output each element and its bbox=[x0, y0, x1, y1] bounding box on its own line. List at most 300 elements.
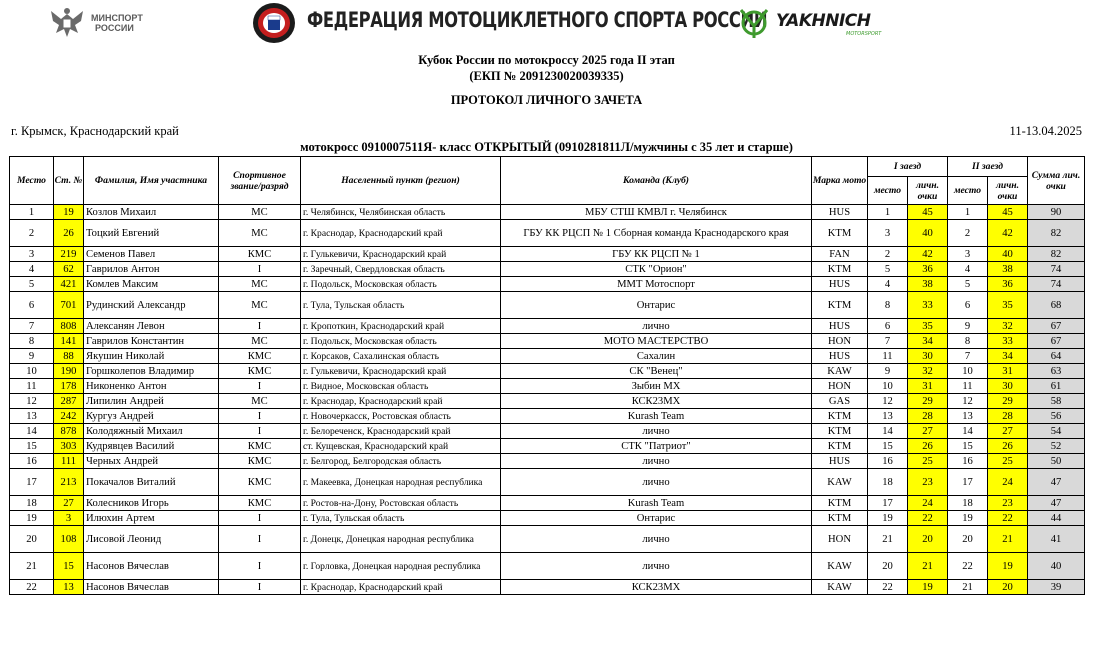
cell-rank: КМС bbox=[219, 364, 301, 379]
cell-name: Кудрявцев Василий bbox=[84, 439, 219, 454]
cell-o1: 26 bbox=[908, 439, 948, 454]
cell-p2: 14 bbox=[948, 424, 988, 439]
cell-place: 13 bbox=[10, 409, 54, 424]
cell-o2: 36 bbox=[988, 277, 1028, 292]
cell-city: г. Подольск, Московская область bbox=[301, 277, 501, 292]
cell-o1: 40 bbox=[908, 220, 948, 247]
cell-sum: 47 bbox=[1028, 469, 1085, 496]
cell-o1: 30 bbox=[908, 349, 948, 364]
cell-no: 178 bbox=[54, 379, 84, 394]
cell-rank: КМС bbox=[219, 496, 301, 511]
cell-p1: 13 bbox=[868, 409, 908, 424]
cell-p2: 15 bbox=[948, 439, 988, 454]
cell-p2: 1 bbox=[948, 205, 988, 220]
cell-bike: HUS bbox=[812, 454, 868, 469]
cell-rank: I bbox=[219, 526, 301, 553]
cell-bike: FAN bbox=[812, 247, 868, 262]
cell-p1: 12 bbox=[868, 394, 908, 409]
cell-no: 15 bbox=[54, 553, 84, 580]
cell-place: 3 bbox=[10, 247, 54, 262]
col-rank-header: Спортивное звание/разряд bbox=[219, 157, 301, 205]
cell-name: Гаврилов Антон bbox=[84, 262, 219, 277]
cell-team: МБУ СТШ КМВЛ г. Челябинск bbox=[501, 205, 812, 220]
cell-name: Лисовой Леонид bbox=[84, 526, 219, 553]
table-row bbox=[10, 334, 1085, 349]
cell-p2: 10 bbox=[948, 364, 988, 379]
cell-p2: 2 bbox=[948, 220, 988, 247]
federation-emblem-icon bbox=[251, 2, 297, 44]
cell-p2: 21 bbox=[948, 580, 988, 595]
doc-title-2: (ЕКП № 2091230020039335) bbox=[469, 69, 624, 83]
page-header bbox=[0, 0, 1093, 48]
col-race1-points-header: личн. очки bbox=[908, 177, 948, 205]
cell-sum: 40 bbox=[1028, 553, 1085, 580]
cell-rank: КМС bbox=[219, 349, 301, 364]
table-row bbox=[10, 409, 1085, 424]
cell-no: 27 bbox=[54, 496, 84, 511]
table-row bbox=[10, 292, 1085, 319]
cell-o1: 33 bbox=[908, 292, 948, 319]
cell-rank: МС bbox=[219, 292, 301, 319]
cell-sum: 56 bbox=[1028, 409, 1085, 424]
cell-o1: 35 bbox=[908, 319, 948, 334]
cell-city: г. Гулькевичи, Краснодарский край bbox=[301, 247, 501, 262]
cell-city: г. Челябинск, Челябинская область bbox=[301, 205, 501, 220]
event-city: г. Крымск, Краснодарский край bbox=[11, 124, 179, 138]
cell-rank: КМС bbox=[219, 247, 301, 262]
cell-place: 21 bbox=[10, 553, 54, 580]
cell-team: СК "Венец" bbox=[501, 364, 812, 379]
doc-title-1: Кубок России по мотокроссу 2025 года II этап bbox=[418, 53, 675, 67]
col-race1-place-header: место bbox=[868, 177, 908, 205]
cell-city: г. Краснодар, Краснодарский край bbox=[301, 580, 501, 595]
cell-bike: HON bbox=[812, 334, 868, 349]
eagle-icon bbox=[47, 5, 87, 39]
col-team-header: Команда (Клуб) bbox=[501, 157, 812, 205]
cell-o1: 21 bbox=[908, 553, 948, 580]
cell-city: г. Тула, Тульская область bbox=[301, 511, 501, 526]
cell-no: 808 bbox=[54, 319, 84, 334]
cell-team: Kurash Team bbox=[501, 409, 812, 424]
cell-o2: 33 bbox=[988, 334, 1028, 349]
cell-sum: 41 bbox=[1028, 526, 1085, 553]
cell-o2: 38 bbox=[988, 262, 1028, 277]
cell-name: Якушин Николай bbox=[84, 349, 219, 364]
cell-o2: 40 bbox=[988, 247, 1028, 262]
cell-team: КСК23МХ bbox=[501, 580, 812, 595]
cell-p2: 9 bbox=[948, 319, 988, 334]
federation-title: ФЕДЕРАЦИЯ МОТОЦИКЛЕТНОГО СПОРТА РОССИИ bbox=[307, 8, 768, 32]
cell-team: КСК23МХ bbox=[501, 394, 812, 409]
cell-sum: 47 bbox=[1028, 496, 1085, 511]
table-row bbox=[10, 394, 1085, 409]
cell-place: 19 bbox=[10, 511, 54, 526]
cell-o2: 29 bbox=[988, 394, 1028, 409]
cell-team: лично bbox=[501, 553, 812, 580]
cell-sum: 54 bbox=[1028, 424, 1085, 439]
cell-p2: 17 bbox=[948, 469, 988, 496]
cell-team: Kurash Team bbox=[501, 496, 812, 511]
cell-rank: КМС bbox=[219, 469, 301, 496]
table-row bbox=[10, 424, 1085, 439]
cell-bike: KAW bbox=[812, 469, 868, 496]
cell-p1: 22 bbox=[868, 580, 908, 595]
cell-p2: 16 bbox=[948, 454, 988, 469]
minsport-line1: МИНСПОРТ bbox=[91, 13, 143, 23]
results-table bbox=[9, 156, 1085, 595]
cell-city: г. Подольск, Московская область bbox=[301, 334, 501, 349]
cell-no: 190 bbox=[54, 364, 84, 379]
cell-o1: 31 bbox=[908, 379, 948, 394]
cell-name: Колесников Игорь bbox=[84, 496, 219, 511]
cell-bike: KTM bbox=[812, 424, 868, 439]
cell-o1: 25 bbox=[908, 454, 948, 469]
cell-name: Кургуз Андрей bbox=[84, 409, 219, 424]
cell-rank: МС bbox=[219, 277, 301, 292]
col-race2-points-header: личн. очки bbox=[988, 177, 1028, 205]
cell-place: 1 bbox=[10, 205, 54, 220]
cell-sum: 82 bbox=[1028, 220, 1085, 247]
cell-bike: KAW bbox=[812, 553, 868, 580]
cell-o1: 27 bbox=[908, 424, 948, 439]
cell-no: 219 bbox=[54, 247, 84, 262]
cell-place: 15 bbox=[10, 439, 54, 454]
cell-sum: 52 bbox=[1028, 439, 1085, 454]
cell-sum: 61 bbox=[1028, 379, 1085, 394]
cell-p1: 2 bbox=[868, 247, 908, 262]
cell-o2: 25 bbox=[988, 454, 1028, 469]
cell-rank: I bbox=[219, 379, 301, 394]
cell-p1: 17 bbox=[868, 496, 908, 511]
cell-sum: 44 bbox=[1028, 511, 1085, 526]
col-race2-header: II заезд bbox=[948, 157, 1028, 177]
cell-name: Горшколепов Владимир bbox=[84, 364, 219, 379]
cell-o2: 45 bbox=[988, 205, 1028, 220]
table-row bbox=[10, 247, 1085, 262]
cell-name: Козлов Михаил bbox=[84, 205, 219, 220]
cell-place: 14 bbox=[10, 424, 54, 439]
cell-rank: I bbox=[219, 424, 301, 439]
cell-city: г. Краснодар, Краснодарский край bbox=[301, 394, 501, 409]
cell-city: г. Видное, Московская область bbox=[301, 379, 501, 394]
cell-p2: 19 bbox=[948, 511, 988, 526]
cell-o1: 20 bbox=[908, 526, 948, 553]
cell-team: СТК "Орион" bbox=[501, 262, 812, 277]
cell-bike: KTM bbox=[812, 262, 868, 277]
class-line: мотокросс 0910007511Я- класс ОТКРЫТЫЙ (0910281811Л/мужчины с 35 лет и старше) bbox=[300, 140, 793, 154]
cell-p1: 15 bbox=[868, 439, 908, 454]
cell-place: 4 bbox=[10, 262, 54, 277]
cell-bike: KAW bbox=[812, 580, 868, 595]
cell-p1: 11 bbox=[868, 349, 908, 364]
table-row bbox=[10, 379, 1085, 394]
cell-p2: 12 bbox=[948, 394, 988, 409]
table-row bbox=[10, 364, 1085, 379]
cell-place: 12 bbox=[10, 394, 54, 409]
cell-p1: 10 bbox=[868, 379, 908, 394]
cell-place: 7 bbox=[10, 319, 54, 334]
cell-team: ГБУ КК РЦСП № 1 bbox=[501, 247, 812, 262]
cell-p2: 4 bbox=[948, 262, 988, 277]
cell-team: Сахалин bbox=[501, 349, 812, 364]
cell-city: г. Заречный, Свердловская область bbox=[301, 262, 501, 277]
cell-bike: HON bbox=[812, 526, 868, 553]
cell-p2: 20 bbox=[948, 526, 988, 553]
table-row bbox=[10, 205, 1085, 220]
cell-sum: 64 bbox=[1028, 349, 1085, 364]
cell-no: 88 bbox=[54, 349, 84, 364]
cell-place: 6 bbox=[10, 292, 54, 319]
cell-bike: HUS bbox=[812, 277, 868, 292]
cell-no: 62 bbox=[54, 262, 84, 277]
cell-name: Илюхин Артем bbox=[84, 511, 219, 526]
cell-rank: МС bbox=[219, 205, 301, 220]
cell-city: г. Краснодар, Краснодарский край bbox=[301, 220, 501, 247]
cell-team: МОТО МАСТЕРСТВО bbox=[501, 334, 812, 349]
cell-o2: 23 bbox=[988, 496, 1028, 511]
cell-place: 11 bbox=[10, 379, 54, 394]
table-row bbox=[10, 553, 1085, 580]
cell-p1: 21 bbox=[868, 526, 908, 553]
cell-p1: 18 bbox=[868, 469, 908, 496]
doc-title-3: ПРОТОКОЛ ЛИЧНОГО ЗАЧЕТА bbox=[450, 93, 643, 107]
cell-sum: 58 bbox=[1028, 394, 1085, 409]
cell-bike: KTM bbox=[812, 511, 868, 526]
cell-city: г. Ростов-на-Дону, Ростовская область bbox=[301, 496, 501, 511]
cell-p1: 19 bbox=[868, 511, 908, 526]
col-bike-header: Марка мото bbox=[812, 157, 868, 205]
cell-o1: 34 bbox=[908, 334, 948, 349]
cell-city: г. Белореченск, Краснодарский край bbox=[301, 424, 501, 439]
cell-p2: 3 bbox=[948, 247, 988, 262]
sponsor-name: YAKHNICH bbox=[776, 11, 871, 31]
cell-o1: 38 bbox=[908, 277, 948, 292]
cell-p2: 18 bbox=[948, 496, 988, 511]
cell-o2: 35 bbox=[988, 292, 1028, 319]
cell-o2: 34 bbox=[988, 349, 1028, 364]
cell-place: 10 bbox=[10, 364, 54, 379]
cell-place: 8 bbox=[10, 334, 54, 349]
cell-bike: KTM bbox=[812, 496, 868, 511]
cell-p2: 5 bbox=[948, 277, 988, 292]
cell-sum: 39 bbox=[1028, 580, 1085, 595]
cell-sum: 67 bbox=[1028, 334, 1085, 349]
cell-o2: 24 bbox=[988, 469, 1028, 496]
cell-sum: 82 bbox=[1028, 247, 1085, 262]
table-row bbox=[10, 220, 1085, 247]
cell-team: ГБУ КК РЦСП № 1 Сборная команда Краснодарского края bbox=[501, 220, 812, 247]
cell-no: 108 bbox=[54, 526, 84, 553]
cell-place: 9 bbox=[10, 349, 54, 364]
sponsor-emblem-icon bbox=[738, 6, 774, 40]
cell-no: 287 bbox=[54, 394, 84, 409]
cell-bike: KTM bbox=[812, 220, 868, 247]
cell-name: Покачалов Виталий bbox=[84, 469, 219, 496]
cell-name: Тоцкий Евгений bbox=[84, 220, 219, 247]
cell-sum: 74 bbox=[1028, 262, 1085, 277]
cell-p1: 5 bbox=[868, 262, 908, 277]
cell-no: 213 bbox=[54, 469, 84, 496]
cell-place: 16 bbox=[10, 454, 54, 469]
cell-p1: 3 bbox=[868, 220, 908, 247]
minsport-logo bbox=[47, 5, 177, 39]
cell-no: 141 bbox=[54, 334, 84, 349]
cell-p1: 6 bbox=[868, 319, 908, 334]
event-dates: 11-13.04.2025 bbox=[1009, 124, 1082, 138]
cell-bike: GAS bbox=[812, 394, 868, 409]
cell-city: г. Белгород, Белгородская область bbox=[301, 454, 501, 469]
cell-p1: 16 bbox=[868, 454, 908, 469]
cell-team: Онтарис bbox=[501, 292, 812, 319]
cell-rank: МС bbox=[219, 334, 301, 349]
cell-sum: 67 bbox=[1028, 319, 1085, 334]
cell-team: лично bbox=[501, 424, 812, 439]
cell-p2: 6 bbox=[948, 292, 988, 319]
cell-p2: 11 bbox=[948, 379, 988, 394]
cell-rank: КМС bbox=[219, 439, 301, 454]
results-body bbox=[10, 205, 1085, 595]
table-row bbox=[10, 319, 1085, 334]
cell-name: Липилин Андрей bbox=[84, 394, 219, 409]
cell-no: 878 bbox=[54, 424, 84, 439]
cell-sum: 68 bbox=[1028, 292, 1085, 319]
cell-sum: 63 bbox=[1028, 364, 1085, 379]
cell-name: Алексанян Левон bbox=[84, 319, 219, 334]
cell-city: г. Макеевка, Донецкая народная республика bbox=[301, 469, 501, 496]
cell-o2: 20 bbox=[988, 580, 1028, 595]
cell-no: 421 bbox=[54, 277, 84, 292]
cell-p1: 4 bbox=[868, 277, 908, 292]
cell-city: г. Тула, Тульская область bbox=[301, 292, 501, 319]
col-sum-header: Сумма лич. очки bbox=[1028, 157, 1085, 205]
cell-name: Насонов Вячеслав bbox=[84, 580, 219, 595]
cell-city: г. Донецк, Донецкая народная республика bbox=[301, 526, 501, 553]
cell-no: 3 bbox=[54, 511, 84, 526]
cell-rank: I bbox=[219, 511, 301, 526]
col-place-header: Место bbox=[10, 157, 54, 205]
cell-o2: 28 bbox=[988, 409, 1028, 424]
cell-o1: 42 bbox=[908, 247, 948, 262]
cell-rank: I bbox=[219, 409, 301, 424]
cell-bike: KTM bbox=[812, 439, 868, 454]
cell-city: г. Горловка, Донецкая народная республика bbox=[301, 553, 501, 580]
cell-team: Зыбин МХ bbox=[501, 379, 812, 394]
cell-o2: 32 bbox=[988, 319, 1028, 334]
table-row bbox=[10, 439, 1085, 454]
cell-no: 19 bbox=[54, 205, 84, 220]
cell-team: СТК "Патриот" bbox=[501, 439, 812, 454]
cell-o1: 32 bbox=[908, 364, 948, 379]
table-row bbox=[10, 580, 1085, 595]
cell-team: лично bbox=[501, 469, 812, 496]
cell-o2: 31 bbox=[988, 364, 1028, 379]
table-row bbox=[10, 526, 1085, 553]
minsport-line2: РОССИИ bbox=[95, 23, 134, 33]
cell-team: ММТ Мотоспорт bbox=[501, 277, 812, 292]
cell-bike: KAW bbox=[812, 364, 868, 379]
cell-o1: 36 bbox=[908, 262, 948, 277]
cell-rank: МС bbox=[219, 220, 301, 247]
cell-p1: 9 bbox=[868, 364, 908, 379]
table-row bbox=[10, 454, 1085, 469]
cell-rank: I bbox=[219, 553, 301, 580]
cell-bike: KTM bbox=[812, 292, 868, 319]
cell-rank: I bbox=[219, 262, 301, 277]
cell-rank: МС bbox=[219, 394, 301, 409]
cell-o2: 19 bbox=[988, 553, 1028, 580]
cell-place: 5 bbox=[10, 277, 54, 292]
cell-city: г. Кропоткин, Краснодарский край bbox=[301, 319, 501, 334]
cell-p1: 14 bbox=[868, 424, 908, 439]
table-row bbox=[10, 262, 1085, 277]
table-row bbox=[10, 511, 1085, 526]
cell-o2: 22 bbox=[988, 511, 1028, 526]
cell-no: 701 bbox=[54, 292, 84, 319]
cell-o2: 42 bbox=[988, 220, 1028, 247]
cell-team: лично bbox=[501, 319, 812, 334]
cell-p1: 20 bbox=[868, 553, 908, 580]
cell-sum: 90 bbox=[1028, 205, 1085, 220]
cell-place: 18 bbox=[10, 496, 54, 511]
cell-name: Гаврилов Константин bbox=[84, 334, 219, 349]
col-name-header: Фамилия, Имя участника bbox=[84, 157, 219, 205]
cell-p2: 22 bbox=[948, 553, 988, 580]
cell-p2: 7 bbox=[948, 349, 988, 364]
cell-name: Рудинский Александр bbox=[84, 292, 219, 319]
cell-o1: 19 bbox=[908, 580, 948, 595]
col-city-header: Населенный пункт (регион) bbox=[301, 157, 501, 205]
cell-o2: 21 bbox=[988, 526, 1028, 553]
cell-sum: 50 bbox=[1028, 454, 1085, 469]
cell-name: Комлев Максим bbox=[84, 277, 219, 292]
cell-no: 26 bbox=[54, 220, 84, 247]
cell-city: ст. Кущевская, Краснодарский край bbox=[301, 439, 501, 454]
cell-bike: KTM bbox=[812, 409, 868, 424]
col-race2-place-header: место bbox=[948, 177, 988, 205]
cell-no: 303 bbox=[54, 439, 84, 454]
cell-o1: 22 bbox=[908, 511, 948, 526]
sponsor-subtitle: MOTORSPORT bbox=[846, 31, 882, 37]
cell-name: Черных Андрей bbox=[84, 454, 219, 469]
cell-rank: I bbox=[219, 319, 301, 334]
cell-o2: 26 bbox=[988, 439, 1028, 454]
col-start-no-header: Ст. № bbox=[54, 157, 84, 205]
sponsor-logo bbox=[738, 6, 898, 42]
cell-p1: 8 bbox=[868, 292, 908, 319]
cell-team: лично bbox=[501, 526, 812, 553]
cell-bike: HUS bbox=[812, 205, 868, 220]
cell-o1: 24 bbox=[908, 496, 948, 511]
cell-name: Колодяжный Михаил bbox=[84, 424, 219, 439]
cell-o1: 23 bbox=[908, 469, 948, 496]
cell-city: г. Корсаков, Сахалинская область bbox=[301, 349, 501, 364]
cell-o2: 30 bbox=[988, 379, 1028, 394]
cell-o1: 45 bbox=[908, 205, 948, 220]
table-row bbox=[10, 277, 1085, 292]
cell-bike: HUS bbox=[812, 319, 868, 334]
table-row bbox=[10, 469, 1085, 496]
cell-place: 17 bbox=[10, 469, 54, 496]
cell-o1: 29 bbox=[908, 394, 948, 409]
cell-team: Онтарис bbox=[501, 511, 812, 526]
cell-p1: 1 bbox=[868, 205, 908, 220]
cell-o1: 28 bbox=[908, 409, 948, 424]
cell-no: 111 bbox=[54, 454, 84, 469]
cell-bike: HON bbox=[812, 379, 868, 394]
cell-city: г. Гулькевичи, Краснодарский край bbox=[301, 364, 501, 379]
cell-o2: 27 bbox=[988, 424, 1028, 439]
cell-no: 242 bbox=[54, 409, 84, 424]
